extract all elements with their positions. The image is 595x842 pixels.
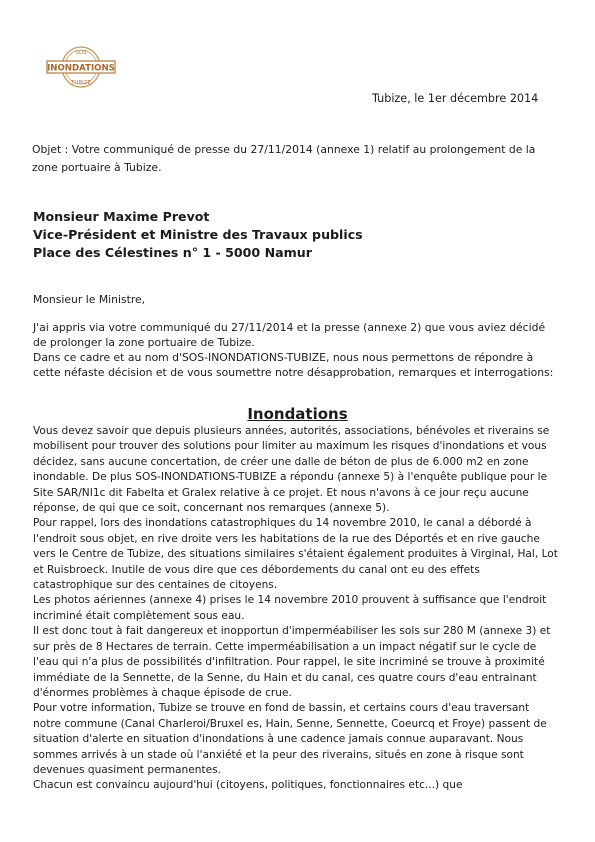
intro-paragraph: Dans ce cadre et au nom d'SOS-INONDATIONS-TUBIZE, nous nous permettons de répondre à cette néfaste décision et de vous soumettre notre désapprobation, remarques et interrogations: xyxy=(33,351,554,379)
section-heading: Inondations xyxy=(247,405,348,423)
subject-line: Objet : Votre communiqué de presse du 27/11/2014 (annexe 1) relatif au prolongement de la zone portuaire à Tubize. xyxy=(32,143,536,174)
salutation: Monsieur le Ministre, xyxy=(33,293,146,306)
recipient-title: Vice-Président et Ministre des Travaux publics xyxy=(33,227,363,242)
body-paragraph: Vous devez savoir que depuis plusieurs années, autorités, associations, bénévoles et riverains se mobilisent pour trouver des solutions pour limiter au maximum les risques d'inondations et vous décidez, sans aucune concertation, de créer une dalle de béton de plus de 6.000 m2 en zone inondable. De plus SOS-INONDATIONS-TUBIZE a répondu (annexe 5) à l'enquête publique pour le Site SAR/NI1c dit Fabelta et Gralex relative à ce projet. Et nous n'avons à ce jour reçu aucune réponse, de qui que ce soit, concernant nos remarques (annexe 5). xyxy=(33,425,550,515)
body-paragraph: Les photos aériennes (annexe 4) prises le 14 novembre 2010 prouvent à suffisance que l'endroit incriminé était complètement sous eau. xyxy=(33,594,547,622)
logo-top-text: SOS xyxy=(75,50,87,56)
sos-inondations-logo xyxy=(45,44,117,90)
logo-main-text: INONDATIONS xyxy=(47,63,115,74)
recipient-name: Monsieur Maxime Prevot xyxy=(33,209,210,224)
body-paragraph: Il est donc tout à fait dangereux et inopportun d'imperméabiliser les sols sur 280 M (annexe 3) et sur près de 8 Hectares de terrain. Cette imperméabilisation a un impact négatif sur le cycle de l'eau qui n'a plus de possibilités d'infiltration. Pour rappel, le site incriminé se trouve à proximité immédiate de la Sennette, de la Senne, du Hain et du canal, ces quatre cours d'eau entrainant d'énormes problèmes à chaque épisode de crue. xyxy=(33,625,551,699)
date-line: Tubize, le 1er décembre 2014 xyxy=(372,92,539,105)
recipient-address-line: Place des Célestines n° 1 - 5000 Namur xyxy=(33,245,312,260)
intro-paragraphs xyxy=(33,320,558,380)
body-paragraph: Chacun est convaincu aujourd'hui (citoyens, politiques, fonctionnaires etc...) que xyxy=(33,779,463,792)
recipient-address xyxy=(33,208,363,262)
intro-paragraph: J'ai appris via votre communiqué du 27/11/2014 et la presse (annexe 2) que vous aviez décidé de prolonger la zone portuaire de Tubize. xyxy=(33,321,546,349)
body-paragraph: Pour rappel, lors des inondations catastrophiques du 14 novembre 2010, le canal a débordé à l'endroit sous objet, en rive droite vers les habitations de la rue des Déportés et en rive gauche vers le Centre de Tubize, des situations similaires s'étaient également produites à Virginal, Hal, Lot et Ruisbroeck. Inutile de vous dire que ces débordements du canal ont eu des effets catastrophique sur des centaines de citoyens. xyxy=(33,517,558,592)
body-paragraph: Pour votre information, Tubize se trouve en fond de bassin, et certains cours d'eau traversant notre commune (Canal Charleroi/Bruxel es, Hain, Senne, Sennette, Coeurcq et Froye) passent de situation d'alerte en situation d'inondations à une cadence jamais connue auparavant. Nous sommes arrivés à un stade où l'anxiété et la peur des riverains, situés en zone à risque sont devenues quasiment permanentes. xyxy=(33,702,547,776)
body-text xyxy=(33,424,558,794)
logo-bottom-text: TUBIZE xyxy=(70,80,92,86)
